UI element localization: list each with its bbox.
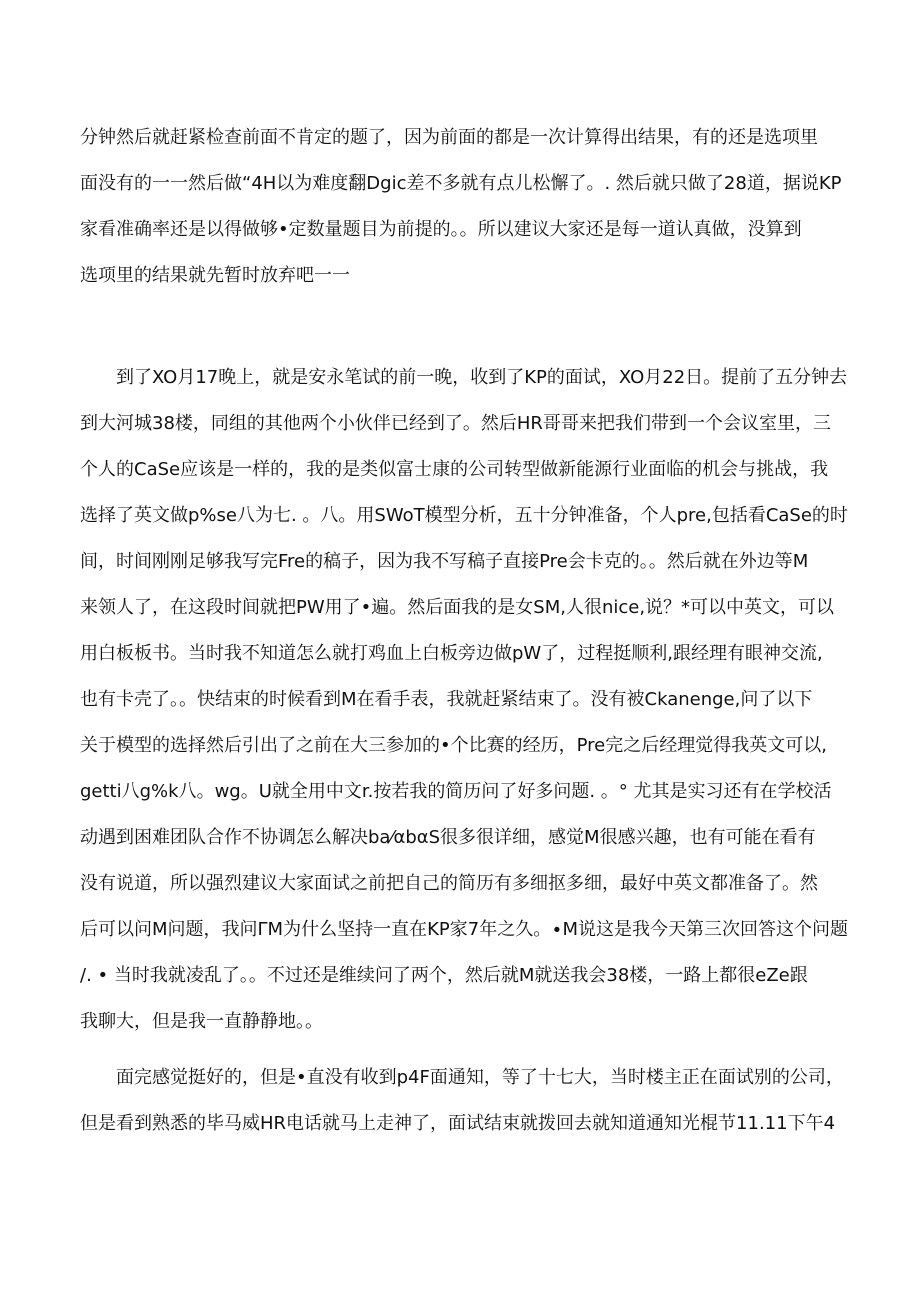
paragraph-2-line-7: 用白板板书。当时我不知道怎么就打鸡血上白板旁边做pW了，过程挺顺利,跟经理有眼神交流, [80,643,823,664]
paragraph-2-line-9: 关于模型的选择然后引出了之前在大三参加的•个比赛的经历，Pre完之后经理觉得我英文可以, [80,735,827,756]
paragraph-3-line-1: 面完感觉挺好的，但是•直没有收到p4F面通知，等了十七大，当时楼主正在面试别的公司， [116,1067,844,1088]
paragraph-2-line-1: 到了XO月17晚上，就是安永笔试的前一晚，收到了KP的面试，XO月22日。提前了五分钟去 [116,367,848,388]
paragraph-2-line-2: 到大河城38楼，同组的其他两个小伙伴已经到了。然后HR哥哥来把我们带到一个会议室里，三 [80,413,831,434]
paragraph-2-line-3: 个人的CaSe应该是一样的，我的是类似富士康的公司转型做新能源行业面临的机会与挑战，我 [80,459,829,480]
paragraph-2-line-11: 动遇到困难团队合作不协调怎么解决ba⁄αbαS很多很详细，感觉M很感兴趣，也有可能在看有 [80,827,816,848]
paragraph-1-line-4: 选项里的结果就先暂时放弃吧一一 [80,265,350,286]
paragraph-1-line-3: 家看准确率还是以得做够•定数量题目为前提的。。所以建议大家还是每一道认真做，没算到 [80,219,802,240]
paragraph-2-line-15: 我聊大，但是我一直静静地。。 [80,1011,323,1032]
paragraph-2-line-6: 来领人了，在这段时间就把PW用了•遍。然后面我的是女SM,人很nice,说？*可以中英文，可以 [80,597,835,618]
paragraph-2-line-8: 也有卡壳了。。快结束的时候看到M在看手表，我就赶紧结束了。没有被Ckanenge,问了以下 [80,689,813,710]
paragraph-1-line-2: 面没有的一一然后做“4H以为难度翻Dgic差不多就有点儿松懈了。. 然后就只做了28道，据说KP [80,173,842,194]
paragraph-3-line-2: 但是看到熟悉的毕马威HR电话就马上走神了，面试结束就拨回去就知道通知光棍节11.11下午4 [80,1113,836,1134]
paragraph-2-line-10: getti八g%k八。wg。U就全用中文r.按若我的简历问了好多问题. 。° 尤其是实习还有在学校活 [80,781,832,802]
paragraph-2-line-14: /. • 当时我就凌乱了。。不过还是维续问了两个，然后就M就送我会38楼，一路上都很eZe跟 [80,965,808,986]
paragraph-2-line-12: 没有说道，所以强烈建议大家面试之前把自己的简历有多细抠多细，最好中英文都准备了。然 [80,873,818,894]
paragraph-2-line-13: 后可以问M问题，我问ΓM为什么坚持一直在KP家7年之久。∙M说这是我今天第三次回答这个问题 [80,919,848,940]
paragraph-2-line-4: 选择了英文做p%se八为七. 。八。用SWoT模型分析，五十分钟准备，个人pre,包括看CaSe的时 [80,505,848,526]
paragraph-1-line-1: 分钟然后就赶紧检查前面不肯定的题了，因为前面的都是一次计算得出结果，有的还是选项里 [80,127,818,148]
paragraph-2-line-5: 间，时间刚刚足够我写完Fre的稿子，因为我不写稿子直接Pre会卡克的。。然后就在外边等M [80,551,809,572]
